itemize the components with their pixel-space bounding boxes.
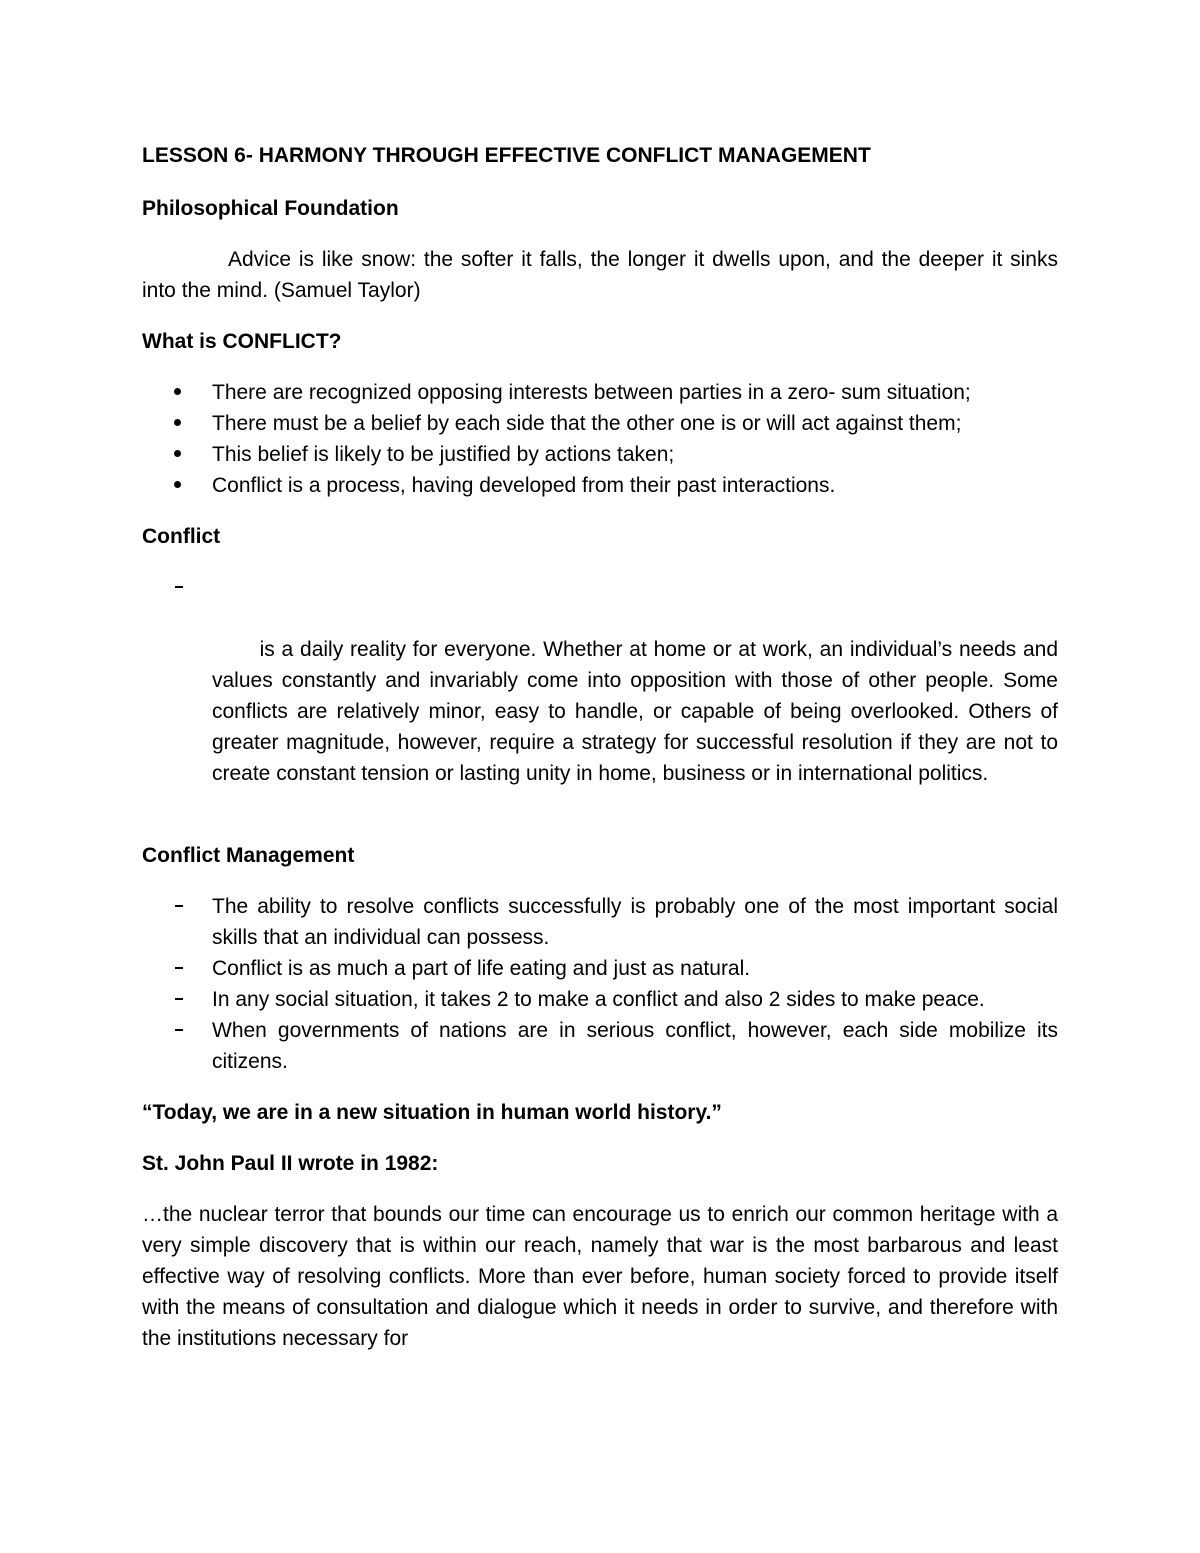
quote-heading: “Today, we are in a new situation in human world history.” [142,1101,722,1124]
list-item-text: There must be a belief by each side that the other one is or will act against them; [212,412,962,435]
what-is-conflict-heading: What is CONFLICT? [142,330,342,353]
john-paul-quote: …the nuclear terror that bounds our time can encourage us to enrich our common heritage with a very simple discovery that is within our reach, namely that war is the most barbarous and least effective way of resolving conflicts. More than ever before, human society forced to provide itself with the means of consultation and dialogue which it needs in order to survive, and therefore with the institutions necessary for [142,1203,1058,1350]
list-item-text: is a daily reality for everyone. Whether at home or at work, an individual’s needs and values constantly and invariably come into opposition with those of other people. Some conflicts are relatively minor, easy to handle, or capable of being overlooked. Others of greater magnitude, however, require a strategy for successful resolution if they are not to create constant tension or lasting unity in home, business or in international politics. [212,638,1064,785]
lesson-title: LESSON 6- HARMONY THROUGH EFFECTIVE CONFLICT MANAGEMENT [142,144,871,167]
conflict-management-list [142,891,1058,1077]
list-item-text: When governments of nations are in serious conflict, however, each side mobilize its citizens. [212,1019,1058,1073]
dash-icon [142,984,212,1015]
philosophical-foundation-heading: Philosophical Foundation [142,197,399,220]
conflict-management-heading: Conflict Management [142,844,355,867]
list-item [142,891,1058,953]
list-item-text: In any social situation, it takes 2 to make a conflict and also 2 sides to make peace. [212,988,985,1011]
what-is-conflict-list [142,377,1058,501]
john-paul-heading: St. John Paul II wrote in 1982: [142,1152,439,1175]
list-item-text: There are recognized opposing interests between parties in a zero- sum situation; [212,381,971,404]
dash-icon [142,1015,212,1046]
bullet-icon [142,470,212,501]
conflict-heading: Conflict [142,525,221,548]
list-item [142,408,1058,439]
list-item-text: Conflict is a process, having developed from their past interactions. [212,474,836,497]
conflict-list [142,572,1064,820]
list-item [142,439,1058,470]
bullet-icon [142,439,212,470]
list-item-text: This belief is likely to be justified by actions taken; [212,443,675,466]
list-item [142,470,1058,501]
list-item-text: Conflict is as much a part of life eating and just as natural. [212,957,751,980]
dash-icon [142,953,212,984]
list-item [142,572,1064,820]
bullet-icon [142,408,212,439]
philosophical-foundation-quote: Advice is like snow: the softer it falls, the longer it dwells upon, and the deeper it sinks into the mind. (Samuel Taylor) [142,248,1058,302]
list-item [142,1015,1058,1077]
dash-icon [142,572,212,603]
dash-icon [142,891,212,922]
bullet-icon [142,377,212,408]
list-item-text: The ability to resolve conflicts successfully is probably one of the most important social skills that an individual can possess. [212,895,1058,949]
document-page [142,140,1064,1374]
list-item [142,953,1058,984]
list-item [142,984,1058,1015]
list-item [142,377,1058,408]
